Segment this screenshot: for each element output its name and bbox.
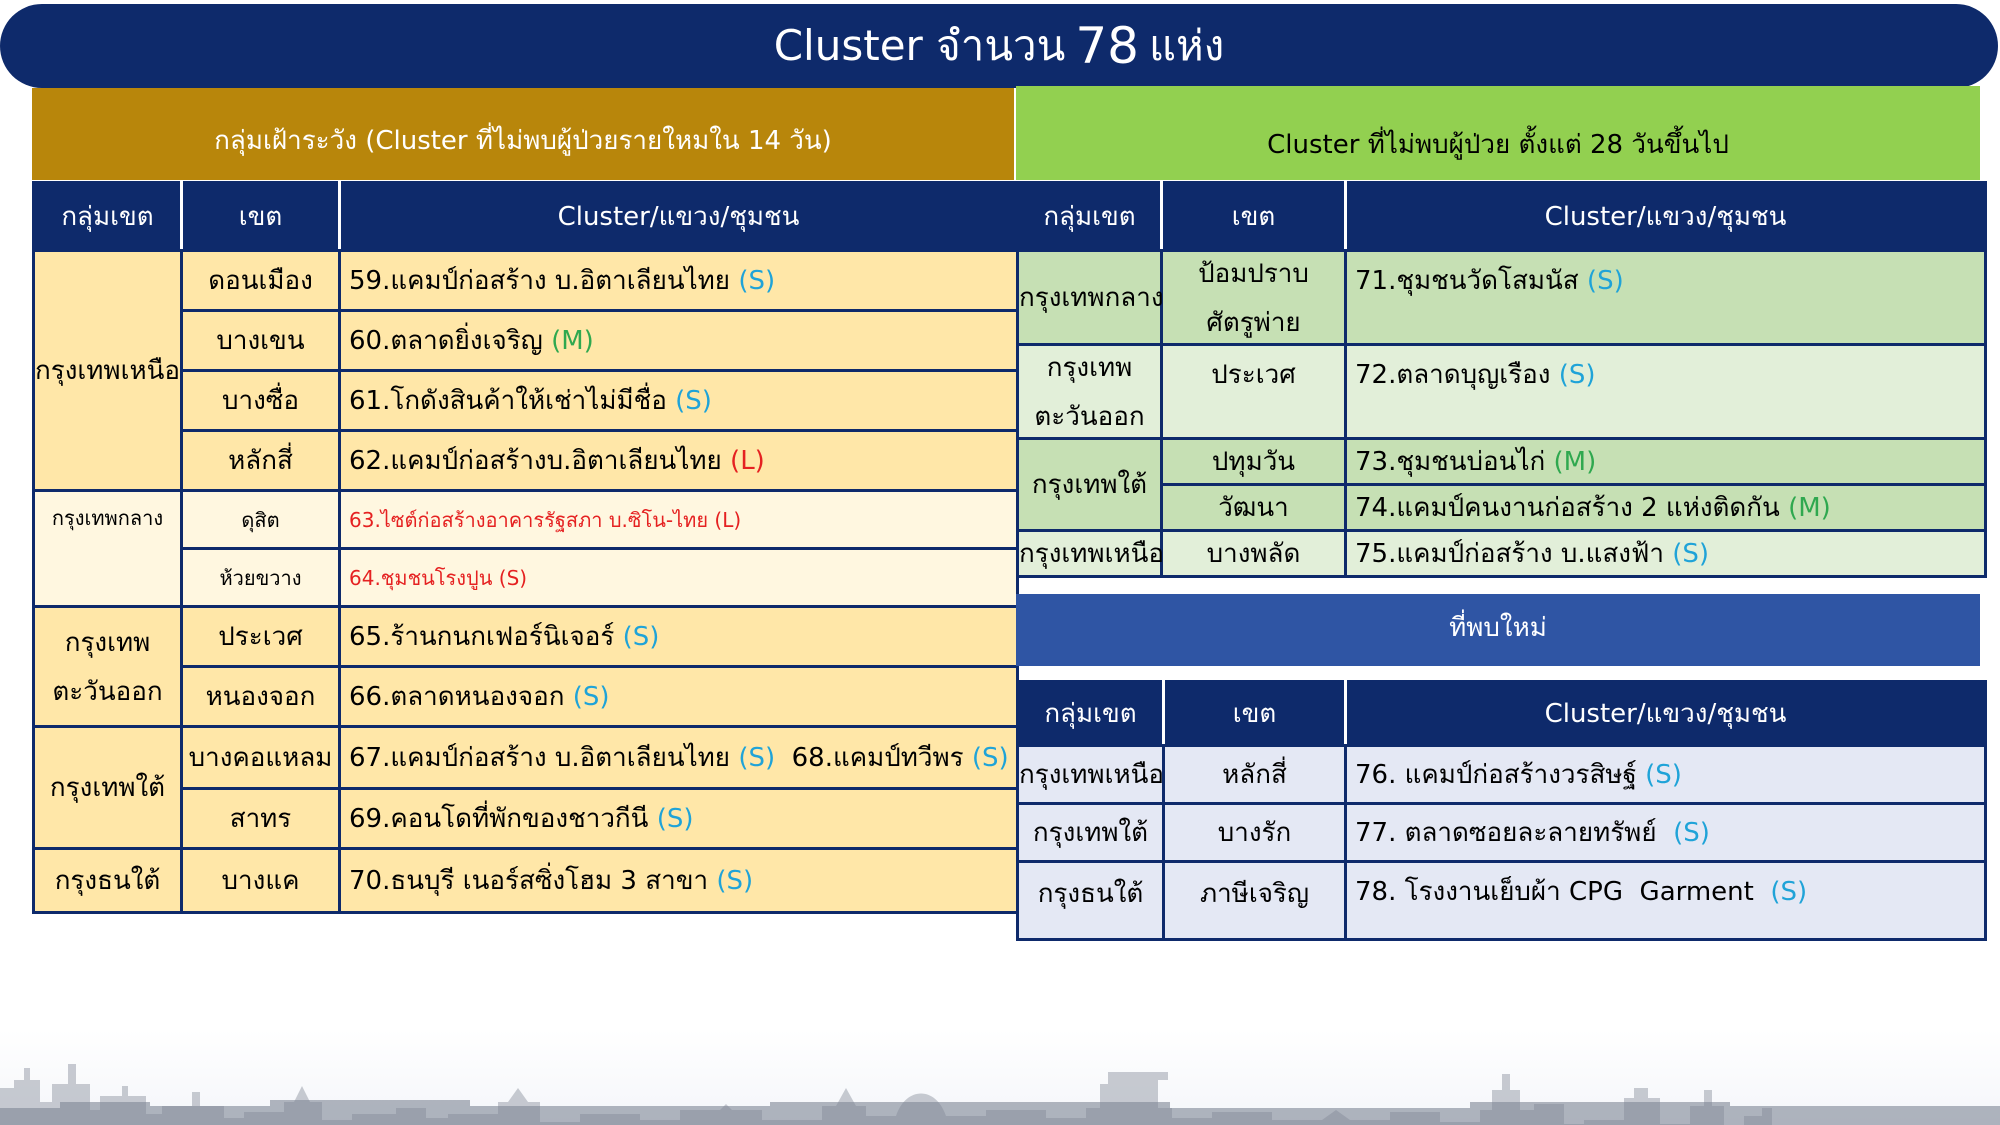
- cluster-text: 62.แคมป์ก่อสร้างบ.อิตาเลียนไทย: [349, 446, 722, 476]
- district-cell: ประเวศ: [182, 607, 340, 667]
- col-header-district: เขต: [1164, 682, 1346, 746]
- col-header-cluster: Cluster/แขวง/ชุมชน: [1346, 682, 1986, 746]
- size-tag: (S): [1673, 818, 1710, 848]
- cluster-text: 74.แคมป์คนงานก่อสร้าง 2 แห่งติดกัน: [1355, 493, 1780, 523]
- no-case-28-days-table: [1016, 181, 1987, 578]
- table-row: [34, 789, 1018, 849]
- district-cell: บางเขน: [182, 311, 340, 371]
- col-header-group: กลุ่มเขต: [34, 183, 182, 251]
- district-cell: ประเวศ: [1162, 345, 1346, 439]
- cluster-text: 77. ตลาดซอยละลายทรัพย์: [1355, 818, 1657, 848]
- cluster-cell: [1346, 746, 1986, 804]
- size-tag: (S): [738, 743, 776, 773]
- size-tag: (S): [622, 622, 660, 652]
- size-tag: (S): [1645, 760, 1682, 790]
- size-tag: (S): [675, 386, 712, 416]
- cluster-cell: [1346, 531, 1986, 577]
- cluster-cell: [1346, 439, 1986, 485]
- zone-cell: [34, 607, 182, 727]
- table-row: [1018, 251, 1986, 345]
- table-row: [1018, 531, 1986, 577]
- table-row: [34, 491, 1018, 549]
- table-row: [1018, 485, 1986, 531]
- cluster-cell: [1346, 804, 1986, 862]
- cluster-cell: [1346, 862, 1986, 940]
- cluster-cell: [1346, 345, 1986, 439]
- zone-label-line2: ตะวันออก: [1034, 401, 1145, 432]
- watch-group-table: [32, 181, 1019, 914]
- zone-cell: กรุงเทพเหนือ: [1018, 746, 1164, 804]
- table-row: [34, 251, 1018, 311]
- cluster-text: 60.ตลาดยิ่งเจริญ: [349, 326, 543, 356]
- size-tag: (M): [1788, 493, 1831, 523]
- skyline-illustration: [0, 1030, 2000, 1125]
- district-cell: บางพลัด: [1162, 531, 1346, 577]
- cluster-text: 61.โกดังสินค้าให้เช่าไม่มีชื่อ: [349, 386, 667, 416]
- size-tag: (M): [1553, 447, 1597, 477]
- cluster-text: 65.ร้านกนกเฟอร์นิเจอร์: [349, 622, 615, 652]
- table-row: [1018, 862, 1986, 940]
- col-header-group: กลุ่มเขต: [1018, 183, 1162, 251]
- size-tag: (S): [971, 743, 1009, 773]
- zone-label-line2: ตะวันออก: [52, 676, 163, 707]
- district-cell: ดอนเมือง: [182, 251, 340, 311]
- city-skyline-footer: [0, 1030, 2000, 1125]
- title-prefix: Cluster จำนวน: [773, 21, 1066, 70]
- col-header-group: กลุ่มเขต: [1018, 682, 1164, 746]
- col-header-cluster: Cluster/แขวง/ชุมชน: [1346, 183, 1986, 251]
- table-row: [1018, 804, 1986, 862]
- zone-cell: กรุงเทพกลาง: [34, 491, 182, 607]
- district-cell: บางซื่อ: [182, 371, 340, 431]
- size-tag: (S): [716, 866, 754, 896]
- table-row: [34, 727, 1018, 789]
- table-row: [34, 311, 1018, 371]
- district-cell: บางแค: [182, 849, 340, 913]
- table-row: [1018, 345, 1986, 439]
- cluster-text: 69.คอนโดที่พักของชาวกีนี: [349, 804, 649, 834]
- cluster-cell: [340, 727, 1018, 789]
- district-line1: ป้อมปราบ: [1198, 258, 1309, 289]
- district-cell: สาทร: [182, 789, 340, 849]
- cluster-cell: [340, 607, 1018, 667]
- size-tag: (S): [738, 266, 776, 296]
- cluster-cell: [1346, 251, 1986, 345]
- cluster-text: 72.ตลาดบุญเรือง: [1355, 360, 1551, 390]
- table-row: [1018, 746, 1986, 804]
- zone-cell: กรุงเทพเหนือ: [34, 251, 182, 491]
- table-row: [34, 607, 1018, 667]
- table-row: [34, 371, 1018, 431]
- zone-cell: กรุงธนใต้: [1018, 862, 1164, 940]
- watch-group-heading: กลุ่มเฝ้าระวัง (Cluster ที่ไม่พบผู้ป่วยรายใหมใน 14 วัน): [32, 88, 1014, 180]
- zone-label-line1: กรุงเทพ: [1046, 352, 1133, 383]
- cluster-cell: [340, 311, 1018, 371]
- cluster-text: 71.ชุมชนวัดโสมนัส: [1355, 266, 1579, 296]
- title-banner: [0, 4, 1998, 88]
- cluster-text: 59.แคมป์ก่อสร้าง บ.อิตาเลียนไทย: [349, 266, 731, 296]
- table-row: [34, 549, 1018, 607]
- cluster-cell: 63.ไซต์ก่อสร้างอาคารรัฐสภา บ.ซิโน-ไทย (L): [340, 491, 1018, 549]
- district-cell: ปทุมวัน: [1162, 439, 1346, 485]
- district-cell: บางรัก: [1164, 804, 1346, 862]
- cluster-cell: [340, 431, 1018, 491]
- size-tag: (S): [1558, 360, 1596, 390]
- cluster-text: 70.ธนบุรี เนอร์สซิ่งโฮม 3 สาขา: [349, 866, 709, 896]
- cluster-text: 68.แคมป์ทวีพร: [791, 743, 964, 773]
- table-row: [34, 431, 1018, 491]
- zone-cell: กรุงเทพเหนือ: [1018, 531, 1162, 577]
- size-tag: (L): [730, 446, 765, 476]
- zone-cell: [1018, 345, 1162, 439]
- cluster-text: 66.ตลาดหนองจอก: [349, 682, 565, 712]
- table-row: [1018, 439, 1986, 485]
- size-tag: (S): [1586, 266, 1624, 296]
- cluster-cell: [340, 667, 1018, 727]
- size-tag: (S): [656, 804, 694, 834]
- cluster-text: 78. โรงงานเย็บผ้า CPG Garment: [1355, 877, 1754, 907]
- district-cell: [1162, 251, 1346, 345]
- no-case-28-days-heading: Cluster ที่ไม่พบผู้ป่วย ตั้งแต่ 28 วันขึ้นไป: [1016, 86, 1980, 180]
- zone-cell: กรุงธนใต้: [34, 849, 182, 913]
- district-cell: ภาษีเจริญ: [1164, 862, 1346, 940]
- cluster-cell: 64.ชุมชนโรงปูน (S): [340, 549, 1018, 607]
- cluster-text: 73.ชุมชนบ่อนไก่: [1355, 447, 1546, 477]
- col-header-cluster: Cluster/แขวง/ชุมชน: [340, 183, 1018, 251]
- size-tag: (M): [551, 326, 594, 356]
- cluster-cell: [340, 371, 1018, 431]
- title-suffix: แห่ง: [1148, 21, 1225, 70]
- new-clusters-heading: ที่พบใหม่: [1016, 594, 1980, 666]
- cluster-text: 75.แคมป์ก่อสร้าง บ.แสงฟ้า: [1355, 539, 1664, 569]
- size-tag: (S): [1770, 877, 1808, 907]
- zone-cell: กรุงเทพใต้: [1018, 439, 1162, 531]
- district-cell: ห้วยขวาง: [182, 549, 340, 607]
- cluster-cell: [340, 789, 1018, 849]
- col-header-district: เขต: [182, 183, 340, 251]
- district-cell: หลักสี่: [1164, 746, 1346, 804]
- district-cell: ดุสิต: [182, 491, 340, 549]
- cluster-cell: [340, 849, 1018, 913]
- cluster-cell: [1346, 485, 1986, 531]
- size-tag: (S): [1672, 539, 1710, 569]
- table-row: [34, 667, 1018, 727]
- new-clusters-table: [1016, 680, 1987, 941]
- zone-label-line1: กรุงเทพ: [64, 627, 151, 658]
- title-number: 78: [1075, 17, 1139, 75]
- size-tag: (S): [572, 682, 610, 712]
- zone-cell: กรุงเทพใต้: [34, 727, 182, 849]
- district-cell: หนองจอก: [182, 667, 340, 727]
- district-cell: หลักสี่: [182, 431, 340, 491]
- zone-cell: กรุงเทพกลาง: [1018, 251, 1162, 345]
- cluster-cell: [340, 251, 1018, 311]
- col-header-district: เขต: [1162, 183, 1346, 251]
- zone-cell: กรุงเทพใต้: [1018, 804, 1164, 862]
- cluster-text: 67.แคมป์ก่อสร้าง บ.อิตาเลียนไทย: [349, 743, 731, 773]
- cluster-text: 76. แคมป์ก่อสร้างวรสิษฐ์: [1355, 760, 1637, 790]
- district-cell: วัฒนา: [1162, 485, 1346, 531]
- table-row: [34, 849, 1018, 913]
- district-line2: ศัตรูพ่าย: [1206, 307, 1301, 338]
- district-cell: บางคอแหลม: [182, 727, 340, 789]
